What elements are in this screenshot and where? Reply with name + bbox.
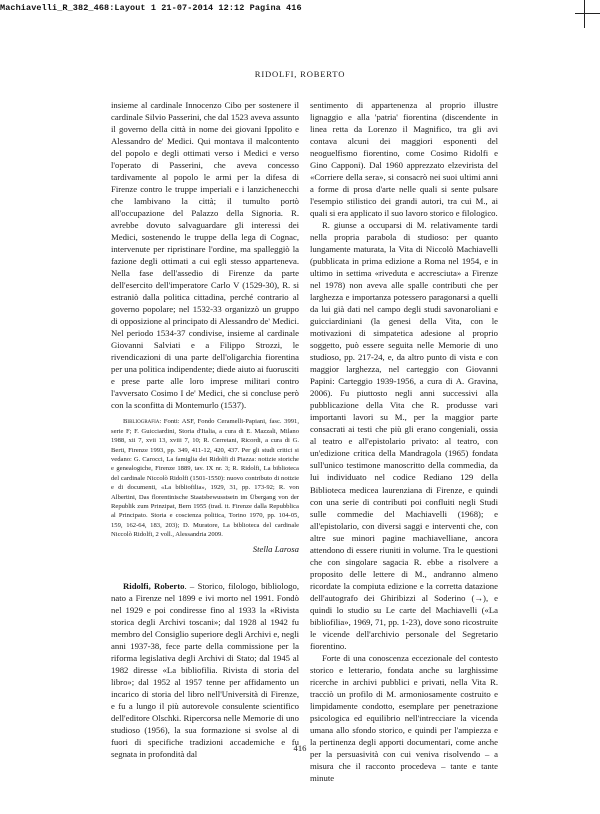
running-head: RIDOLFI, ROBERTO: [254, 69, 346, 79]
paragraph-3: Forte di una conoscenza eccezionale del contesto storico e letterario, fondata anche su larghissime ricerche in archivi pubblici e privati, nella Vita R. tracciò un profilo di M. armoniosamente costruito e limpidamente condotto, esemplare per penetrazione psicologica ed equilibrio nell'intrecciare la vicenda umana allo sfondo storico, e quindi per l'ampiezza e la pertinenza degli apporti documentari, come anche per la persuasività con cui veniva risolvendo – a misura che il racconto procedeva – tante e tante minute: [310, 652, 498, 783]
page-number: 416: [293, 743, 307, 753]
author-signature: Stella Larosa: [252, 543, 299, 554]
print-slug-line: Machiavelli_R_382_468:Layout 1 21-07-2014 12:12 Pagina 416: [0, 3, 302, 13]
entry-text: . – Storico, filologo, bibliologo, nato a Firenze nel 1899 e ivi morto nel 1991. Fondò nel 1929 e poi condiresse fino al 1933 la «Rivista storica degli Archivi toscani»; dal 1928 al 1942 fu membro del Consiglio superiore degli Archivi e, negli anni 1937-38, fece parte della commissione per la riforma legislativa degli Archivi di Stato; dal 1945 al 1982 diresse «La bibliofilia. Rivista di storia del libro»; dal 1952 al 1957 tenne per affidamento un incarico di storia del libro nell'Università di Firenze, e fu a lungo il più autorevole consulente scientifico dell'editore Olschki. Ripercorsa nelle Memorie di uno studioso (1956), la sua formazione si svolse al di fuori di specifiche tradizioni accademiche e fu segnata in profondità dal: [111, 580, 299, 759]
bibliography-label: Bibliografia:: [123, 418, 162, 426]
bibliography-text: Fonti: ASF, Fondo Ceramelli-Papiani, fasc. 3991, serie F; F. Guicciardini, Storia d'Italia, a cura di E. Mazzali, Milano 1988, xii 7, xvii 13, xviii 7, 10; R. Cerretani, Ricordi, a cura di G. Berti, Firenze 1993, pp. 349, 411-12, 420, 437. Per gli studi critici si vedano: G. Carocci, La famiglia dei Ridolfi di Piazza: notizie storiche e genealogiche, Firenze 1889, tav. IX nr. 3; R. Ridolfi, La biblioteca del cardinale Niccolò Ridolfi (1501-1550): nuovo contributo di notizie e di documenti, «La bibliofilia», 1929, 31, pp. 173-92; R. von Albertini, Das florentinische Staatsbewusstsein im Übergang von der Republik zum Prinzipat, Bern 1955 (trad. it. Firenze dalla Repubblica al Principato. Storia e coscienza politica, Torino 1970, pp. 104-05, 159, 162-64, 183, 203); D. Muratore, La biblioteca del cardinale Niccolò Ridolfi, 2 voll., Alessandria 2009.: [111, 418, 299, 539]
entry-paragraph: [111, 580, 299, 760]
paragraph-2: R. giunse a occuparsi di M. relativamente tardi nella propria parabola di studioso: per quanto lungamente maturata, la Vita di Niccolò Machiavelli (pubblicata in prima edizione a Roma nel 1954, e in ultimo in settima «riveduta e accresciuta» a Firenze nel 1978) non aveva alle spalle contributi che per larghezza e importanza potessero paragonarsi a quelli da lui già dati nel campo degli studi savonaroliani e guicciardiniani (la genesi della Vita, con le motivazioni di simpatetica adesione al proprio soggetto, può essere seguita nelle Memorie di uno studioso, pp. 217-24, e, da altro punto di vista e con maggior larghezza, nel carteggio con Giovanni Papini: Carteggio 1939-1956, a cura di A. Gravina, 2006). Fu piuttosto negli anni successivi alla pubblicazione della Vita che R. produsse vari importanti lavori su M., per la maggior parte consacrati ai testi che più gli erano congeniali, ossia al teatro e all'epistolario privato: al teatro, con un'edizione critica della Mandragola (1965) fondata sull'unico testimone manoscritto della commedia, da lui individuato nel codice Rediano 129 della Biblioteca medicea laurenziana di Firenze, e quindi con una serie di contributi poi confluiti negli Studi sulle commedie del Machiavelli (1968); e all'epistolario, con diversi saggi e interventi che, con altre sue minori pagine machiavelliane, ancora attendono di essere riuniti in volume. Tra le questioni che con singolare sagacia R. ebbe a risolvere a proposito delle lettere di M., andranno almeno ricordate la compiuta edizione e la corretta datazione dell'autografo dei Ghiribizzi al Soderino (→), e quindi lo studio su Le carte del Machiavelli («La bibliofilia», 1969, 71, pp. 1-23), dove sono ricostruite le vicende dell'archivio personale del Segretario fiorentino.: [310, 220, 498, 651]
crop-mark-top-h: [575, 13, 600, 14]
paragraph-1: sentimento di appartenenza al proprio illustre lignaggio e alla 'patria' fiorentina (discendente in linea retta da Lorenzo il Magnifico, tra gli avi contava alcuni dei maggiori esponenti del neoguelfismo fiorentino, come Cosimo Ridolfi e Gino Capponi). Dal 1960 apprezzato elzevirista del «Corriere della sera», si consacrò nei suoi ultimi anni a forme di prosa d'arte nelle quali si sente pulsare l'esempio stilistico dei grandi autori, tra cui M., ai quali si era applicato il suo lavoro storico e filologico.: [310, 100, 498, 219]
bibliography: [111, 417, 299, 539]
crop-mark-top-v: [584, 0, 585, 28]
entry-headword: Ridolfi, Roberto: [123, 580, 185, 591]
right-column: [310, 99, 498, 784]
left-column: [111, 99, 299, 760]
paragraph-continuation: insieme al cardinale Innocenzo Cibo per sostenere il cardinale Silvio Passerini, che dal 1523 aveva assunto il governo della città in nome dei giovani Ippolito e Alessandro de' Medici. Qui montava il malcontento del popolo e degli ottimati verso i Medici e verso l'operato di Passerini, che aveva concesso tardivamente al popolo le armi per la difesa di Firenze contro le truppe imperiali e i lanzichenecchi che lambivano la città; il tumulto portò all'occupazione del Palazzo della Signoria. R. avrebbe dovuto salvaguardare gli interessi dei Medici, sostenendo le truppe della lega di Cognac, intervenute per ripristinare l'ordine, ma spalleggiò la fazione degli ottimati a cui egli stesso apparteneva. Nella fase dell'assedio di Firenze da parte dell'esercito dell'imperatore Carlo V (1529-30), R. si estraniò dalla politica cittadina, perché contrario al governo popolare; nel 1532-33 organizzò un gruppo di opposizione al principato di Alessandro de' Medici. Nel periodo 1534-37 condivise, insieme al cardinale Giovanni Salviati e a Filippo Strozzi, le rivendicazioni di una parte dell'oligarchia fiorentina per una politica indipendente; diede aiuto ai fuorusciti e prese parte alle loro imprese militari contro l'avversato Cosimo I de' Medici, che si concluse però con la sconfitta di Montemurlo (1537).: [111, 100, 299, 411]
